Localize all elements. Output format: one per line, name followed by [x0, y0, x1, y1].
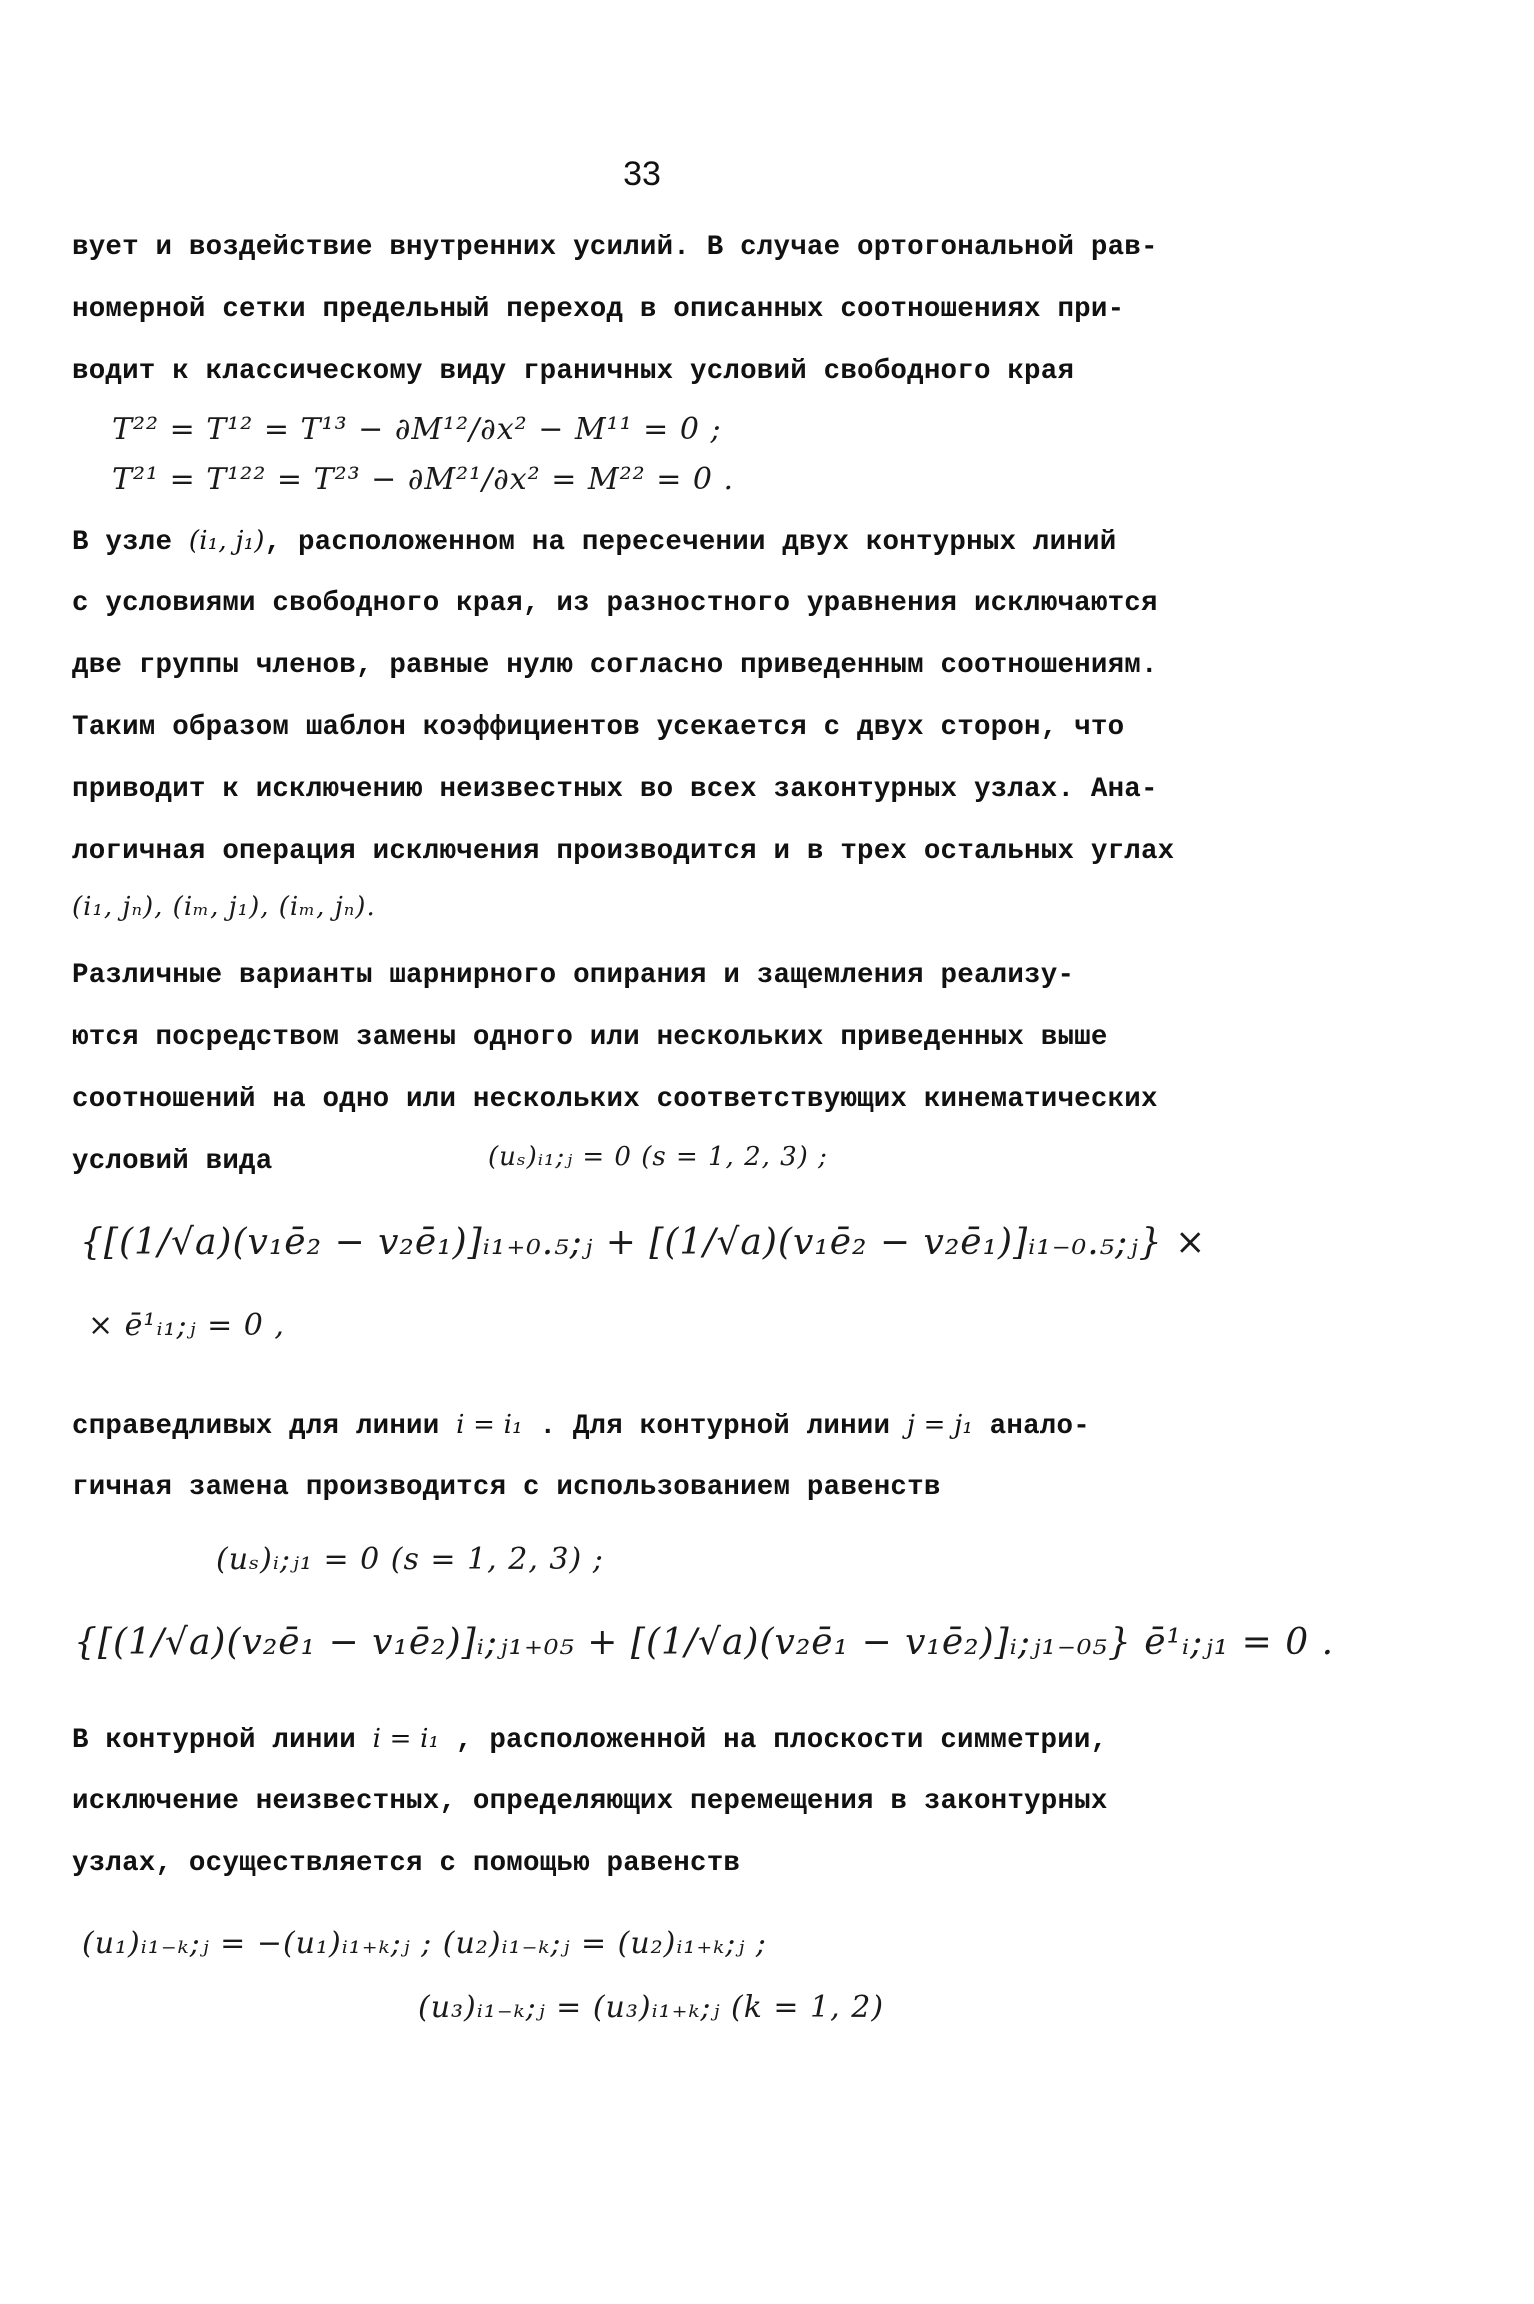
text-segment: В узле	[72, 527, 189, 558]
eq-j-line-1: (uₛ)ᵢ;ⱼ₁ = 0 (s = 1, 2, 3) ;	[216, 1542, 604, 1577]
text-segment: , расположенном на пересечении двух контурных линий	[264, 527, 1117, 558]
text-line: водит к классическому виду граничных условий свободного края	[72, 356, 1075, 387]
math-node: (i₁, j₁)	[188, 526, 265, 556]
text-line: логичная операция исключения производится и в трех остальных углах	[72, 836, 1175, 867]
text-line: гичная замена производится с использованием равенств	[72, 1472, 941, 1503]
text-segment: анало-	[972, 1411, 1090, 1442]
text-line: приводит к исключению неизвестных во всех законтурных узлах. Ана-	[72, 774, 1158, 805]
text-line: номерной сетки предельный переход в описанных соотношениях при-	[72, 294, 1125, 325]
text-line: ются посредством замены одного или нескольких приведенных выше	[72, 1022, 1108, 1053]
text-segment: В контурной линии	[72, 1725, 373, 1756]
formula-free-edge-1: T²² = T¹² = T¹³ − ∂M¹²/∂x² − M¹¹ = 0 ;	[112, 412, 722, 447]
text-line: две группы членов, равные нулю согласно приведенным соотношениям.	[72, 650, 1158, 681]
eq-j-line-2: {[(1/√a)(v₂ē₁ − v₁ē₂)]ᵢ;ⱼ₁₊₀₅ + [(1/√a)(v₂ē₁ − v₁ē₂)]ᵢ;ⱼ₁₋₀₅} ē¹ᵢ;ⱼ₁ = 0 .	[74, 1622, 1335, 1663]
page-number: 33	[623, 155, 661, 193]
text-line: Различные варианты шарнирного опирания и защемления реализу-	[72, 960, 1075, 991]
text-line: вует и воздействие внутренних усилий. В случае ортогональной рав-	[72, 232, 1158, 263]
math-line-index: i = i₁	[456, 1410, 523, 1440]
text-line	[72, 1410, 1090, 1442]
kinematic-eq-2b: × ē¹ᵢ₁;ⱼ = 0 ,	[88, 1308, 285, 1343]
text-segment: . Для контурной линии	[522, 1411, 907, 1442]
text-line	[72, 526, 1116, 558]
text-line: исключение неизвестных, определяющих перемещения в законтурных	[72, 1786, 1108, 1817]
corner-nodes: (i₁, jₙ), (iₘ, j₁), (iₘ, jₙ).	[72, 892, 376, 922]
text-segment: , расположенной на плоскости симметрии,	[439, 1725, 1108, 1756]
kinematic-eq-1: (uₛ)ᵢ₁;ⱼ = 0 (s = 1, 2, 3) ;	[488, 1142, 828, 1172]
text-line: Таким образом шаблон коэффициентов усекается с двух сторон, что	[72, 712, 1125, 743]
text-line: соотношений на одно или нескольких соответствующих кинематических	[72, 1084, 1158, 1115]
text-line	[72, 1724, 1107, 1756]
text-line: условий вида	[72, 1146, 273, 1177]
text-segment: справедливых для линии	[72, 1411, 457, 1442]
math-line-index: i = i₁	[372, 1724, 440, 1754]
text-line: узлах, осуществляется с помощью равенств	[72, 1848, 741, 1879]
math-line-index: j = j₁	[906, 1410, 973, 1440]
text-line: с условиями свободного края, из разностного уравнения исключаются	[72, 588, 1158, 619]
formula-free-edge-2: T²¹ = T¹²² = T²³ − ∂M²¹/∂x² = M²² = 0 .	[112, 462, 735, 497]
symmetry-eq-2: (u₃)ᵢ₁₋ₖ;ⱼ = (u₃)ᵢ₁₊ₖ;ⱼ (k = 1, 2)	[418, 1990, 885, 2025]
symmetry-eq-1: (u₁)ᵢ₁₋ₖ;ⱼ = −(u₁)ᵢ₁₊ₖ;ⱼ ; (u₂)ᵢ₁₋ₖ;ⱼ = (u₂)ᵢ₁₊ₖ;ⱼ ;	[82, 1926, 767, 1961]
kinematic-eq-2a: {[(1/√a)(v₁ē₂ − v₂ē₁)]ᵢ₁₊₀.₅;ⱼ + [(1/√a)(v₁ē₂ − v₂ē₁)]ᵢ₁₋₀.₅;ⱼ} ×	[80, 1222, 1207, 1263]
